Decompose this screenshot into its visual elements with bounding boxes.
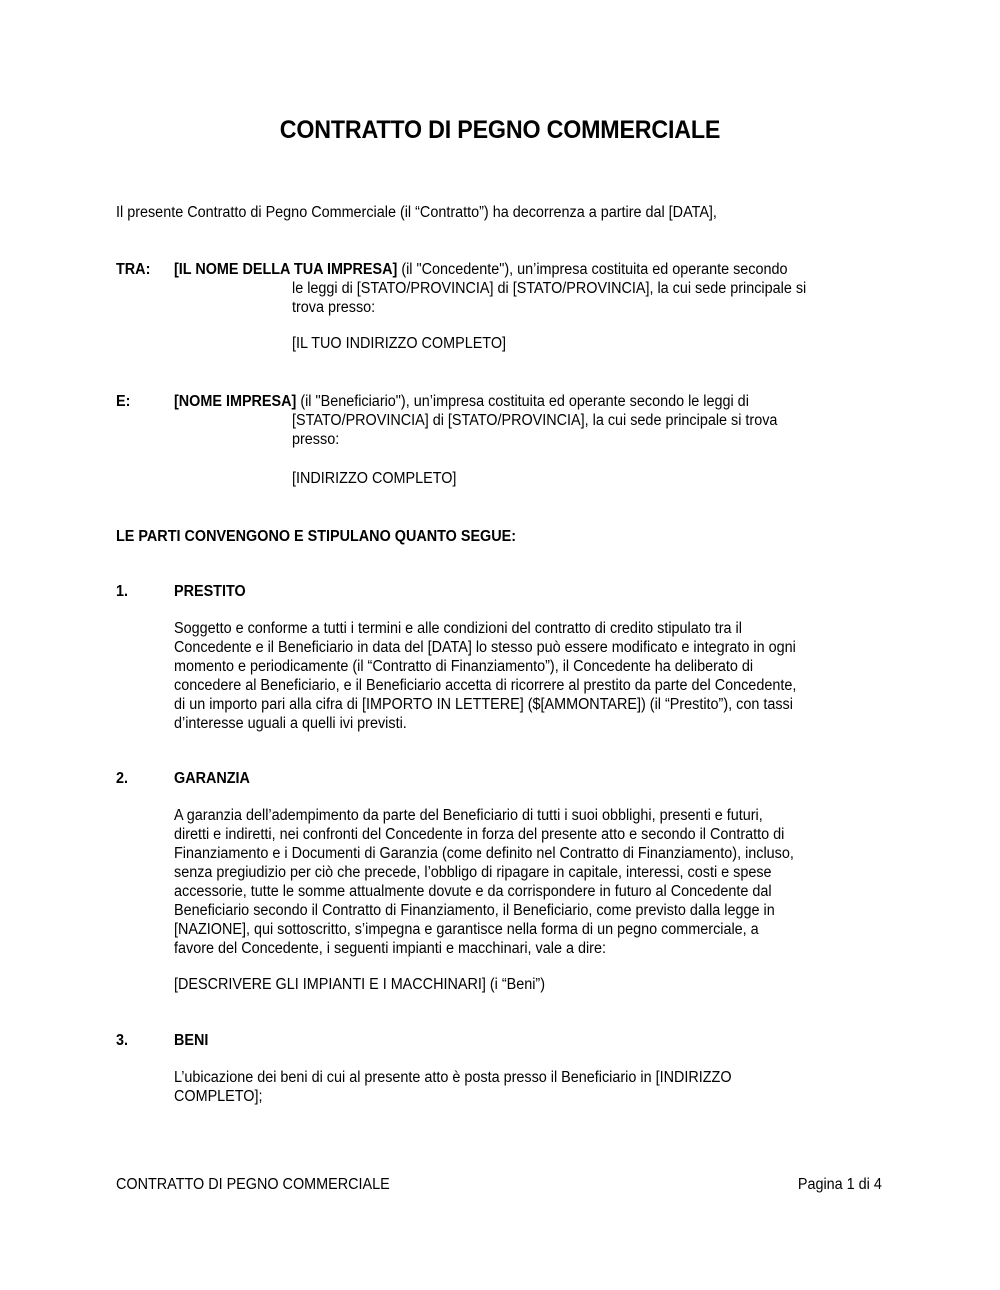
party-address: [INDIRIZZO COMPLETO] — [292, 470, 457, 487]
section-number: 3. — [116, 1032, 129, 1049]
section-text: momento e periodicamente (il “Contratto di Finanziamento”), il Concedente ha deliberato di — [174, 658, 754, 675]
section-text: Beneficiario secondo il Contratto di Finanziamento, il Beneficiario, come previsto dalla legge in — [174, 902, 775, 919]
section-placeholder: [DESCRIVERE GLI IMPIANTI E I MACCHINARI] (i “Beni”) — [174, 976, 546, 993]
party-first-line — [174, 260, 788, 279]
intro-paragraph: Il presente Contratto di Pegno Commerciale (il “Contratto”) ha decorrenza a partire dal [DATA], — [116, 204, 717, 221]
party-label: TRA: — [116, 261, 151, 278]
section-text: diretti e indiretti, nei confronti del Concedente in forza del presente atto e secondo il Contratto di — [174, 826, 785, 843]
section-text: di un importo pari alla cifra di [IMPORTO IN LETTERE] ($[AMMONTARE]) (il “Prestito”), con tassi — [174, 696, 793, 713]
section-text: favore del Concedente, i seguenti impianti e macchinari, vale a dire: — [174, 940, 606, 957]
party-label: E: — [116, 393, 131, 410]
section-number: 1. — [116, 583, 129, 600]
section-text: accessorie, tutte le somme attualmente dovute e da corrispondere in futuro al Concedente dal — [174, 883, 772, 900]
footer-page-number: Pagina 1 di 4 — [797, 1176, 882, 1193]
section-heading: BENI — [174, 1032, 209, 1049]
section-text: senza pregiudizio per ciò che precede, l’obbligo di ripagare in capitale, interessi, costi e spese — [174, 864, 772, 881]
section-text: Soggetto e conforme a tutti i termini e alle condizioni del contratto di credito stipulato tra il — [174, 620, 742, 637]
section-heading: PRESTITO — [174, 583, 246, 600]
party-text: le leggi di [STATO/PROVINCIA] di [STATO/PROVINCIA], la cui sede principale si — [292, 280, 807, 297]
party-text: (il "Beneficiario"), un’impresa costituita ed operante secondo le leggi di — [296, 393, 749, 410]
section-text: COMPLETO]; — [174, 1088, 263, 1105]
section-text: [NAZIONE], qui sottoscritto, s’impegna e garantisce nella forma di un pegno commerciale, a — [174, 921, 759, 938]
party-text: presso: — [292, 431, 340, 448]
party-text: (il "Concedente"), un’impresa costituita ed operante secondo — [397, 261, 788, 278]
party-first-line — [174, 392, 749, 411]
section-text: Finanziamento e i Documenti di Garanzia (come definito nel Contratto di Finanziamento), incluso, — [174, 845, 794, 862]
section-text: Concedente e il Beneficiario in data del [DATA] lo stesso può essere modificato e integrato in ogni — [174, 639, 796, 656]
section-text: concedere al Beneficiario, e il Beneficiario accetta di ricorrere al prestito da parte del Concedente, — [174, 677, 797, 694]
document-title: CONTRATTO DI PEGNO COMMERCIALE — [279, 116, 721, 144]
agreement-heading: LE PARTI CONVENGONO E STIPULANO QUANTO SEGUE: — [116, 528, 517, 545]
section-heading: GARANZIA — [174, 770, 250, 787]
party-text: [STATO/PROVINCIA] di [STATO/PROVINCIA], la cui sede principale si trova — [292, 412, 778, 429]
footer-document-name: CONTRATTO DI PEGNO COMMERCIALE — [116, 1176, 390, 1193]
party-address: [IL TUO INDIRIZZO COMPLETO] — [292, 335, 507, 352]
section-number: 2. — [116, 770, 129, 787]
section-text: d’interesse uguali a quelli ivi previsti. — [174, 715, 407, 732]
party-text: trova presso: — [292, 299, 376, 316]
section-text: A garanzia dell’adempimento da parte del Beneficiario di tutti i suoi obblighi, presenti e futuri, — [174, 807, 763, 824]
section-text: L’ubicazione dei beni di cui al presente atto è posta presso il Beneficiario in [INDIRIZZO — [174, 1069, 732, 1086]
party-name: [IL NOME DELLA TUA IMPRESA] — [174, 261, 398, 278]
party-name: [NOME IMPRESA] — [174, 393, 297, 410]
